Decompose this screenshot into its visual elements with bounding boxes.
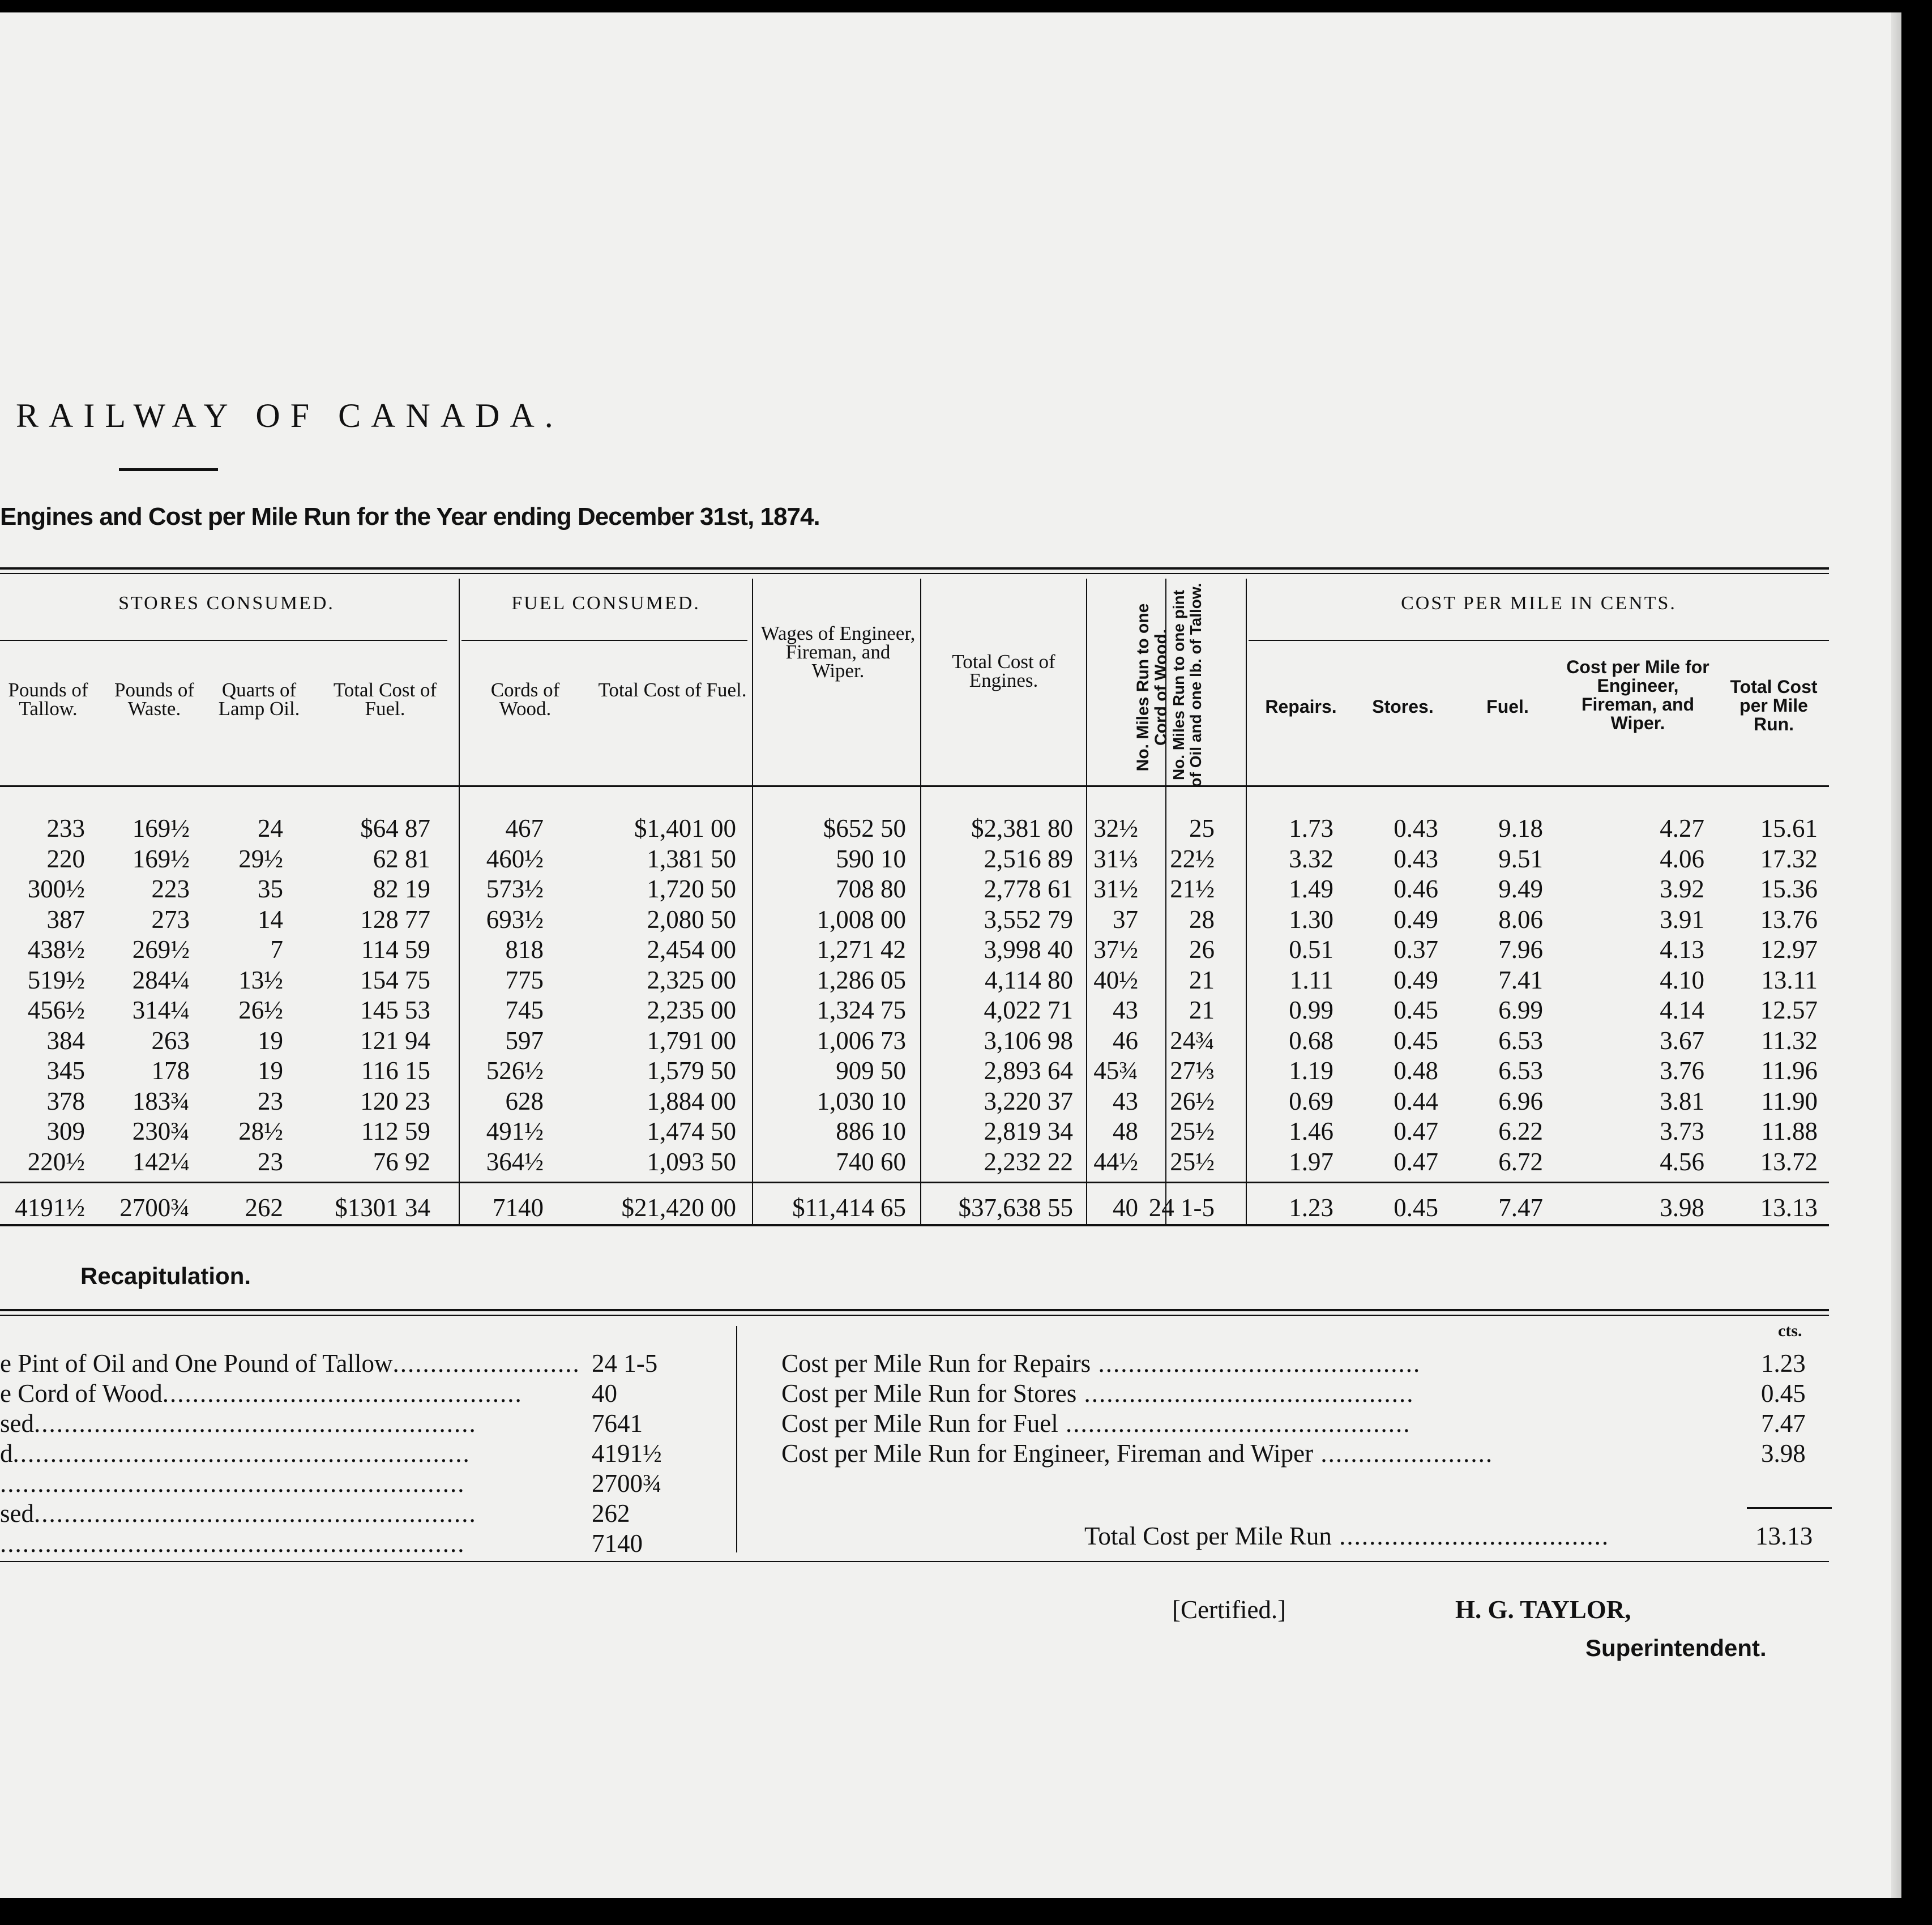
table-cell: 1.49 — [1289, 875, 1333, 903]
table-cell: $652 50 — [823, 814, 906, 842]
table-cell: 128 77 — [360, 905, 430, 934]
table-cell: 120 23 — [360, 1086, 430, 1115]
table-bottom-rule — [0, 1224, 1829, 1226]
table-cell: 22½ — [1170, 844, 1215, 873]
leader-dots: ................................................ — [162, 1379, 523, 1408]
table-cell: 0.49 — [1394, 905, 1438, 934]
table-cell: 3.92 — [1660, 875, 1704, 903]
table-cell: 4.06 — [1660, 844, 1704, 873]
leader-dots: ............................................................. — [12, 1439, 471, 1468]
table-cell: 745 — [505, 996, 544, 1024]
table-cell: 3.76 — [1660, 1056, 1704, 1085]
recap-left-label: e Pint of Oil and One Pound of Tallow — [0, 1349, 393, 1378]
table-cell: 590 10 — [836, 844, 906, 873]
table-cell: 31⅓ — [1093, 844, 1138, 873]
table-cell: 309 — [46, 1117, 85, 1145]
table-cell: 4.27 — [1660, 814, 1704, 842]
table-cell: 44½ — [1093, 1147, 1138, 1176]
recap-left-label: sed — [0, 1499, 34, 1528]
table-cell: 519½ — [27, 965, 85, 994]
table-cell: 1,474 50 — [647, 1117, 736, 1145]
table-cell: 233 — [46, 814, 85, 842]
header-wages: Wages of Engineer, Fireman, and Wiper. — [760, 622, 916, 682]
table-cell: 19 — [258, 1026, 283, 1055]
table-cell: 13.76 — [1760, 905, 1818, 934]
table-cell: 1.30 — [1289, 905, 1333, 934]
table-cell: 48 — [1113, 1117, 1138, 1145]
table-cell: 183¾ — [132, 1086, 190, 1115]
totals-cell: $21,420 00 — [621, 1194, 736, 1222]
header-cords-of-wood: Cords of Wood. — [490, 679, 560, 720]
stores-group-rule — [0, 640, 447, 641]
totals-cell: 13.13 — [1760, 1194, 1818, 1222]
recap-top-rule — [0, 1309, 1829, 1311]
table-cell: 3.67 — [1660, 1026, 1704, 1055]
column-divider — [752, 579, 753, 1224]
fuel-group-rule — [461, 640, 747, 641]
header-repairs: Repairs. — [1265, 696, 1337, 717]
table-cell: 1,271 42 — [817, 935, 906, 964]
totals-cell: 4191½ — [15, 1194, 85, 1222]
table-cell: 1.97 — [1289, 1147, 1333, 1176]
table-cell: 269½ — [132, 935, 190, 964]
leader-dots: .............................................................. — [0, 1469, 465, 1498]
header-lamp-oil: Quarts of Lamp Oil. — [218, 679, 300, 720]
table-cell: 2,516 89 — [984, 844, 1073, 873]
table-cell: 142¼ — [132, 1147, 190, 1176]
table-cell: 0.48 — [1394, 1056, 1438, 1085]
column-divider — [1165, 579, 1166, 1224]
cts-label: cts. — [1778, 1321, 1802, 1340]
totals-cell: $11,414 65 — [792, 1194, 906, 1222]
recap-total-value: 13.13 — [1755, 1522, 1813, 1550]
table-cell: 11.96 — [1761, 1056, 1818, 1085]
recap-left-label: sed — [0, 1409, 34, 1438]
table-cell: 7.96 — [1498, 935, 1543, 964]
header-total-cpm: Total Cost per Mile Run. — [1730, 677, 1818, 734]
table-cell: 7.41 — [1498, 965, 1543, 994]
table-cell: 1,791 00 — [647, 1026, 736, 1055]
recap-left-value: 40 — [592, 1379, 617, 1408]
recap-left-value: 2700¾ — [592, 1469, 662, 1498]
recap-left-item — [0, 1409, 477, 1438]
recap-right-label: Cost per Mile Run for Fuel — [781, 1409, 1058, 1438]
table-cell: 19 — [258, 1056, 283, 1085]
table-cell: 223 — [151, 875, 190, 903]
table-cell: 1.11 — [1289, 965, 1333, 994]
recap-right-value: 3.98 — [1761, 1439, 1806, 1468]
table-cell: 23 — [258, 1086, 283, 1115]
recap-left-value: 4191½ — [592, 1439, 662, 1468]
table-cell: 13.11 — [1761, 965, 1818, 994]
table-cell: 35 — [258, 875, 283, 903]
table-cell: 0.49 — [1394, 965, 1438, 994]
table-cell: 1.19 — [1289, 1056, 1333, 1085]
table-cell: 0.47 — [1394, 1117, 1438, 1145]
recap-bottom-rule — [0, 1561, 1829, 1562]
table-cell: 387 — [46, 905, 85, 934]
document-title: RAILWAY OF CANADA. — [16, 397, 563, 434]
document-subtitle: Engines and Cost per Mile Run for the Year ending December 31st, 1874. — [0, 503, 820, 531]
table-cell: $2,381 80 — [971, 814, 1073, 842]
table-cell: 178 — [151, 1056, 190, 1085]
table-cell: 3,552 79 — [984, 905, 1073, 934]
table-cell: 909 50 — [836, 1056, 906, 1085]
table-cell: 13.72 — [1760, 1147, 1818, 1176]
table-cell: 0.51 — [1289, 935, 1333, 964]
cpm-group-rule — [1249, 640, 1829, 641]
table-cell: 37½ — [1093, 935, 1138, 964]
table-cell: 378 — [46, 1086, 85, 1115]
recap-left-item — [0, 1469, 465, 1498]
recap-right-value: 7.47 — [1761, 1409, 1806, 1438]
recap-right-value: 1.23 — [1761, 1349, 1806, 1378]
totals-cell: 7.47 — [1498, 1194, 1543, 1222]
recap-right-label: Cost per Mile Run for Stores — [781, 1379, 1077, 1408]
table-cell: 438½ — [27, 935, 85, 964]
table-cell: 1,286 05 — [817, 965, 906, 994]
certified-label: [Certified.] — [1172, 1595, 1286, 1624]
table-cell: 31½ — [1093, 875, 1138, 903]
recap-left-item — [0, 1439, 471, 1468]
table-cell: 284¼ — [132, 965, 190, 994]
table-cell: 12.97 — [1760, 935, 1818, 964]
recap-top-rule-thin — [0, 1315, 1829, 1316]
table-cell: 15.61 — [1760, 814, 1818, 842]
totals-cell: 24 1-5 — [1148, 1194, 1215, 1222]
table-cell: 13½ — [238, 965, 283, 994]
table-cell: 9.51 — [1498, 844, 1543, 873]
recap-right-label: Cost per Mile Run for Repairs — [781, 1349, 1091, 1378]
table-cell: 0.44 — [1394, 1086, 1438, 1115]
recap-left-item — [0, 1379, 523, 1408]
table-cell: 17.32 — [1760, 844, 1818, 873]
table-cell: 9.49 — [1498, 875, 1543, 903]
recap-total-label — [1084, 1521, 1609, 1551]
table-cell: 0.69 — [1289, 1086, 1333, 1115]
table-cell: $64 87 — [360, 814, 430, 842]
recap-left-label: d — [0, 1439, 13, 1468]
group-fuel-consumed: FUEL CONSUMED. — [511, 593, 700, 614]
table-cell: 7 — [270, 935, 283, 964]
table-cell: 263 — [151, 1026, 190, 1055]
totals-cell: $1301 34 — [335, 1194, 430, 1222]
table-cell: 273 — [151, 905, 190, 934]
table-cell: 467 — [505, 814, 544, 842]
header-waste: Pounds of Waste. — [114, 679, 194, 720]
header-stores-cpm: Stores. — [1372, 696, 1434, 717]
title-rule — [119, 468, 218, 471]
table-cell: 708 80 — [836, 875, 906, 903]
table-cell: 169½ — [132, 814, 190, 842]
table-cell: 24 — [258, 814, 283, 842]
table-cell: 6.53 — [1498, 1026, 1543, 1055]
table-cell: 2,454 00 — [647, 935, 736, 964]
totals-top-rule — [0, 1182, 1829, 1183]
table-cell: 491½ — [486, 1117, 544, 1145]
header-wages-cpm: Cost per Mile for Engineer, Fireman, and Wiper. — [1566, 657, 1709, 733]
table-cell: 1.46 — [1289, 1117, 1333, 1145]
table-cell: 82 19 — [373, 875, 430, 903]
table-cell: 29½ — [238, 844, 283, 873]
table-cell: 40½ — [1093, 965, 1138, 994]
table-cell: 112 59 — [361, 1117, 430, 1145]
leader-dots: ............................................ — [1076, 1379, 1414, 1408]
recap-right-item — [781, 1409, 1410, 1438]
header-bottom-rule — [0, 785, 1829, 787]
table-cell: 740 60 — [836, 1147, 906, 1176]
header-miles-per-pint-oil: No. Miles Run to one pint of Oil and one lb. of Tallow. — [1170, 583, 1204, 788]
recap-left-item — [0, 1349, 580, 1378]
table-cell: 0.45 — [1394, 996, 1438, 1024]
table-cell: 32½ — [1093, 814, 1138, 842]
table-cell: 25 — [1189, 814, 1215, 842]
table-cell: 6.72 — [1498, 1147, 1543, 1176]
table-cell: 169½ — [132, 844, 190, 873]
table-cell: 3,220 37 — [984, 1086, 1073, 1115]
leader-dots: ....................... — [1313, 1439, 1494, 1468]
table-cell: 2,235 00 — [647, 996, 736, 1024]
recap-right-value: 0.45 — [1761, 1379, 1806, 1408]
table-cell: 3,106 98 — [984, 1026, 1073, 1055]
table-cell: 818 — [505, 935, 544, 964]
table-cell: 6.96 — [1498, 1086, 1543, 1115]
group-cost-per-mile: COST PER MILE IN CENTS. — [1401, 593, 1677, 614]
recap-right-item — [781, 1379, 1414, 1408]
table-cell: 4.56 — [1660, 1147, 1704, 1176]
table-cell: 886 10 — [836, 1117, 906, 1145]
table-cell: 0.43 — [1394, 814, 1438, 842]
table-cell: 597 — [505, 1026, 544, 1055]
table-cell: 220 — [46, 844, 85, 873]
table-top-rule — [0, 567, 1829, 570]
recap-left-item — [0, 1499, 477, 1528]
recap-left-value: 24 1-5 — [592, 1349, 658, 1378]
leader-dots: .............................................. — [1058, 1409, 1411, 1438]
table-cell: 573½ — [486, 875, 544, 903]
signatory-name: H. G. TAYLOR, — [1455, 1595, 1631, 1624]
table-cell: 526½ — [486, 1056, 544, 1085]
table-cell: 11.90 — [1761, 1086, 1818, 1115]
table-cell: 3.81 — [1660, 1086, 1704, 1115]
table-cell: 11.88 — [1761, 1117, 1818, 1145]
table-cell: 1,381 50 — [647, 844, 736, 873]
recap-left-label: e Cord of Wood — [0, 1379, 163, 1408]
table-cell: 8.06 — [1498, 905, 1543, 934]
table-cell: 23 — [258, 1147, 283, 1176]
table-cell: 26 — [1189, 935, 1215, 964]
table-cell: 300½ — [27, 875, 85, 903]
table-cell: 364½ — [486, 1147, 544, 1176]
table-cell: 0.99 — [1289, 996, 1333, 1024]
table-cell: 37 — [1113, 905, 1138, 934]
table-cell: 0.46 — [1394, 875, 1438, 903]
table-cell: 6.53 — [1498, 1056, 1543, 1085]
table-cell: 0.47 — [1394, 1147, 1438, 1176]
table-cell: 21½ — [1170, 875, 1215, 903]
table-cell: 3,998 40 — [984, 935, 1073, 964]
table-cell: 26½ — [1170, 1086, 1215, 1115]
table-cell: 45¾ — [1093, 1056, 1138, 1085]
table-cell: 43 — [1113, 996, 1138, 1024]
totals-cell: $37,638 55 — [958, 1194, 1073, 1222]
header-total-cost-engines: Total Cost of Engines. — [952, 651, 1055, 691]
table-cell: 4,022 71 — [984, 996, 1073, 1024]
table-cell: 230¾ — [132, 1117, 190, 1145]
table-cell: 145 53 — [360, 996, 430, 1024]
table-cell: 6.99 — [1498, 996, 1543, 1024]
leader-dots: ......................... — [392, 1349, 580, 1378]
table-cell: 2,893 64 — [984, 1056, 1073, 1085]
column-divider — [1246, 579, 1247, 1224]
table-cell: 2,778 61 — [984, 875, 1073, 903]
table-cell: 154 75 — [360, 965, 430, 994]
table-cell: 114 59 — [361, 935, 430, 964]
table-cell: 6.22 — [1498, 1117, 1543, 1145]
signatory-title: Superintendent. — [1585, 1635, 1767, 1661]
leader-dots: .................................... — [1331, 1522, 1610, 1550]
table-cell: 1,720 50 — [647, 875, 736, 903]
header-miles-per-cord: No. Miles Run to one Cord of Wood. — [1134, 603, 1170, 772]
table-cell: 314¼ — [132, 996, 190, 1024]
leader-dots: ........................................................... — [34, 1499, 477, 1528]
totals-cell: 3.98 — [1660, 1194, 1704, 1222]
table-cell: 46 — [1113, 1026, 1138, 1055]
totals-cell: 262 — [245, 1194, 283, 1222]
table-cell: 4.13 — [1660, 935, 1704, 964]
header-fuel-cpm: Fuel. — [1486, 696, 1529, 717]
recap-right-item — [781, 1349, 1421, 1378]
recap-left-value: 7140 — [592, 1529, 643, 1558]
table-cell: 3.32 — [1289, 844, 1333, 873]
table-cell: 116 15 — [361, 1056, 430, 1085]
table-top-rule-thin — [0, 573, 1829, 574]
table-cell: 12.57 — [1760, 996, 1818, 1024]
table-cell: 9.18 — [1498, 814, 1543, 842]
leader-dots: ........................................................... — [34, 1409, 477, 1438]
group-stores-consumed: STORES CONSUMED. — [118, 593, 335, 614]
table-cell: 28½ — [238, 1117, 283, 1145]
table-cell: 21 — [1189, 996, 1215, 1024]
header-fuel-total-cost: Total Cost of Fuel. — [598, 679, 747, 701]
table-cell: 76 92 — [373, 1147, 430, 1176]
table-cell: 1,884 00 — [647, 1086, 736, 1115]
leader-dots: ........................................... — [1091, 1349, 1421, 1378]
table-cell: 14 — [258, 905, 283, 934]
table-cell: 0.43 — [1394, 844, 1438, 873]
table-cell: 25½ — [1170, 1117, 1215, 1145]
table-cell: 4,114 80 — [985, 965, 1073, 994]
recap-left-value: 262 — [592, 1499, 630, 1528]
header-stores-total-cost: Total Cost of Fuel. — [333, 679, 437, 720]
table-cell: 24¾ — [1170, 1026, 1215, 1055]
table-cell: 456½ — [27, 996, 85, 1024]
column-divider — [920, 579, 921, 1224]
recap-total-text: Total Cost per Mile Run — [1084, 1522, 1332, 1550]
table-cell: 1,030 10 — [817, 1086, 906, 1115]
table-cell: 26½ — [238, 996, 283, 1024]
table-cell: 121 94 — [360, 1026, 430, 1055]
totals-cell: 2700¾ — [119, 1194, 190, 1222]
table-cell: 4.14 — [1660, 996, 1704, 1024]
table-cell: 4.10 — [1660, 965, 1704, 994]
table-cell: 1,579 50 — [647, 1056, 736, 1085]
totals-cell: 0.45 — [1394, 1194, 1438, 1222]
column-divider — [459, 579, 460, 1224]
table-cell: 62 81 — [373, 844, 430, 873]
document-page — [0, 12, 1901, 1898]
table-cell: 2,232 22 — [984, 1147, 1073, 1176]
table-cell: 1,006 73 — [817, 1026, 906, 1055]
table-cell: 775 — [505, 965, 544, 994]
recap-right-item — [781, 1439, 1493, 1468]
table-cell: 2,080 50 — [647, 905, 736, 934]
table-cell: 2,325 00 — [647, 965, 736, 994]
recap-left-item — [0, 1529, 465, 1558]
header-tallow: Pounds of Tallow. — [8, 679, 88, 720]
table-cell: 384 — [46, 1026, 85, 1055]
table-cell: 3.91 — [1660, 905, 1704, 934]
table-cell: 1.73 — [1289, 814, 1333, 842]
leader-dots: .............................................................. — [0, 1529, 465, 1558]
recap-total-rule — [1747, 1507, 1832, 1509]
column-divider — [1086, 579, 1087, 1224]
totals-cell: 7140 — [493, 1194, 544, 1222]
totals-cell: 1.23 — [1289, 1194, 1333, 1222]
table-cell: 0.37 — [1394, 935, 1438, 964]
table-cell: 25½ — [1170, 1147, 1215, 1176]
table-cell: 21 — [1189, 965, 1215, 994]
table-cell: 1,093 50 — [647, 1147, 736, 1176]
recapitulation-title: Recapitulation. — [80, 1263, 251, 1289]
table-cell: 11.32 — [1761, 1026, 1818, 1055]
recap-right-label: Cost per Mile Run for Engineer, Fireman and Wiper — [781, 1439, 1314, 1468]
table-cell: 43 — [1113, 1086, 1138, 1115]
totals-cell: 40 — [1113, 1194, 1138, 1222]
table-cell: 220½ — [27, 1147, 85, 1176]
table-cell: 0.45 — [1394, 1026, 1438, 1055]
recap-left-value: 7641 — [592, 1409, 643, 1438]
table-cell: 1,324 75 — [817, 996, 906, 1024]
table-cell: 1,008 00 — [817, 905, 906, 934]
table-cell: 693½ — [486, 905, 544, 934]
table-cell: 28 — [1189, 905, 1215, 934]
table-cell: 2,819 34 — [984, 1117, 1073, 1145]
table-cell: 0.68 — [1289, 1026, 1333, 1055]
table-cell: 628 — [505, 1086, 544, 1115]
table-cell: 345 — [46, 1056, 85, 1085]
page-fold-shadow — [1891, 12, 1901, 1898]
table-cell: 15.36 — [1760, 875, 1818, 903]
table-cell: 460½ — [486, 844, 544, 873]
table-cell: 3.73 — [1660, 1117, 1704, 1145]
table-cell: $1,401 00 — [634, 814, 736, 842]
table-cell: 27⅓ — [1170, 1056, 1215, 1085]
recap-divider — [736, 1326, 737, 1552]
